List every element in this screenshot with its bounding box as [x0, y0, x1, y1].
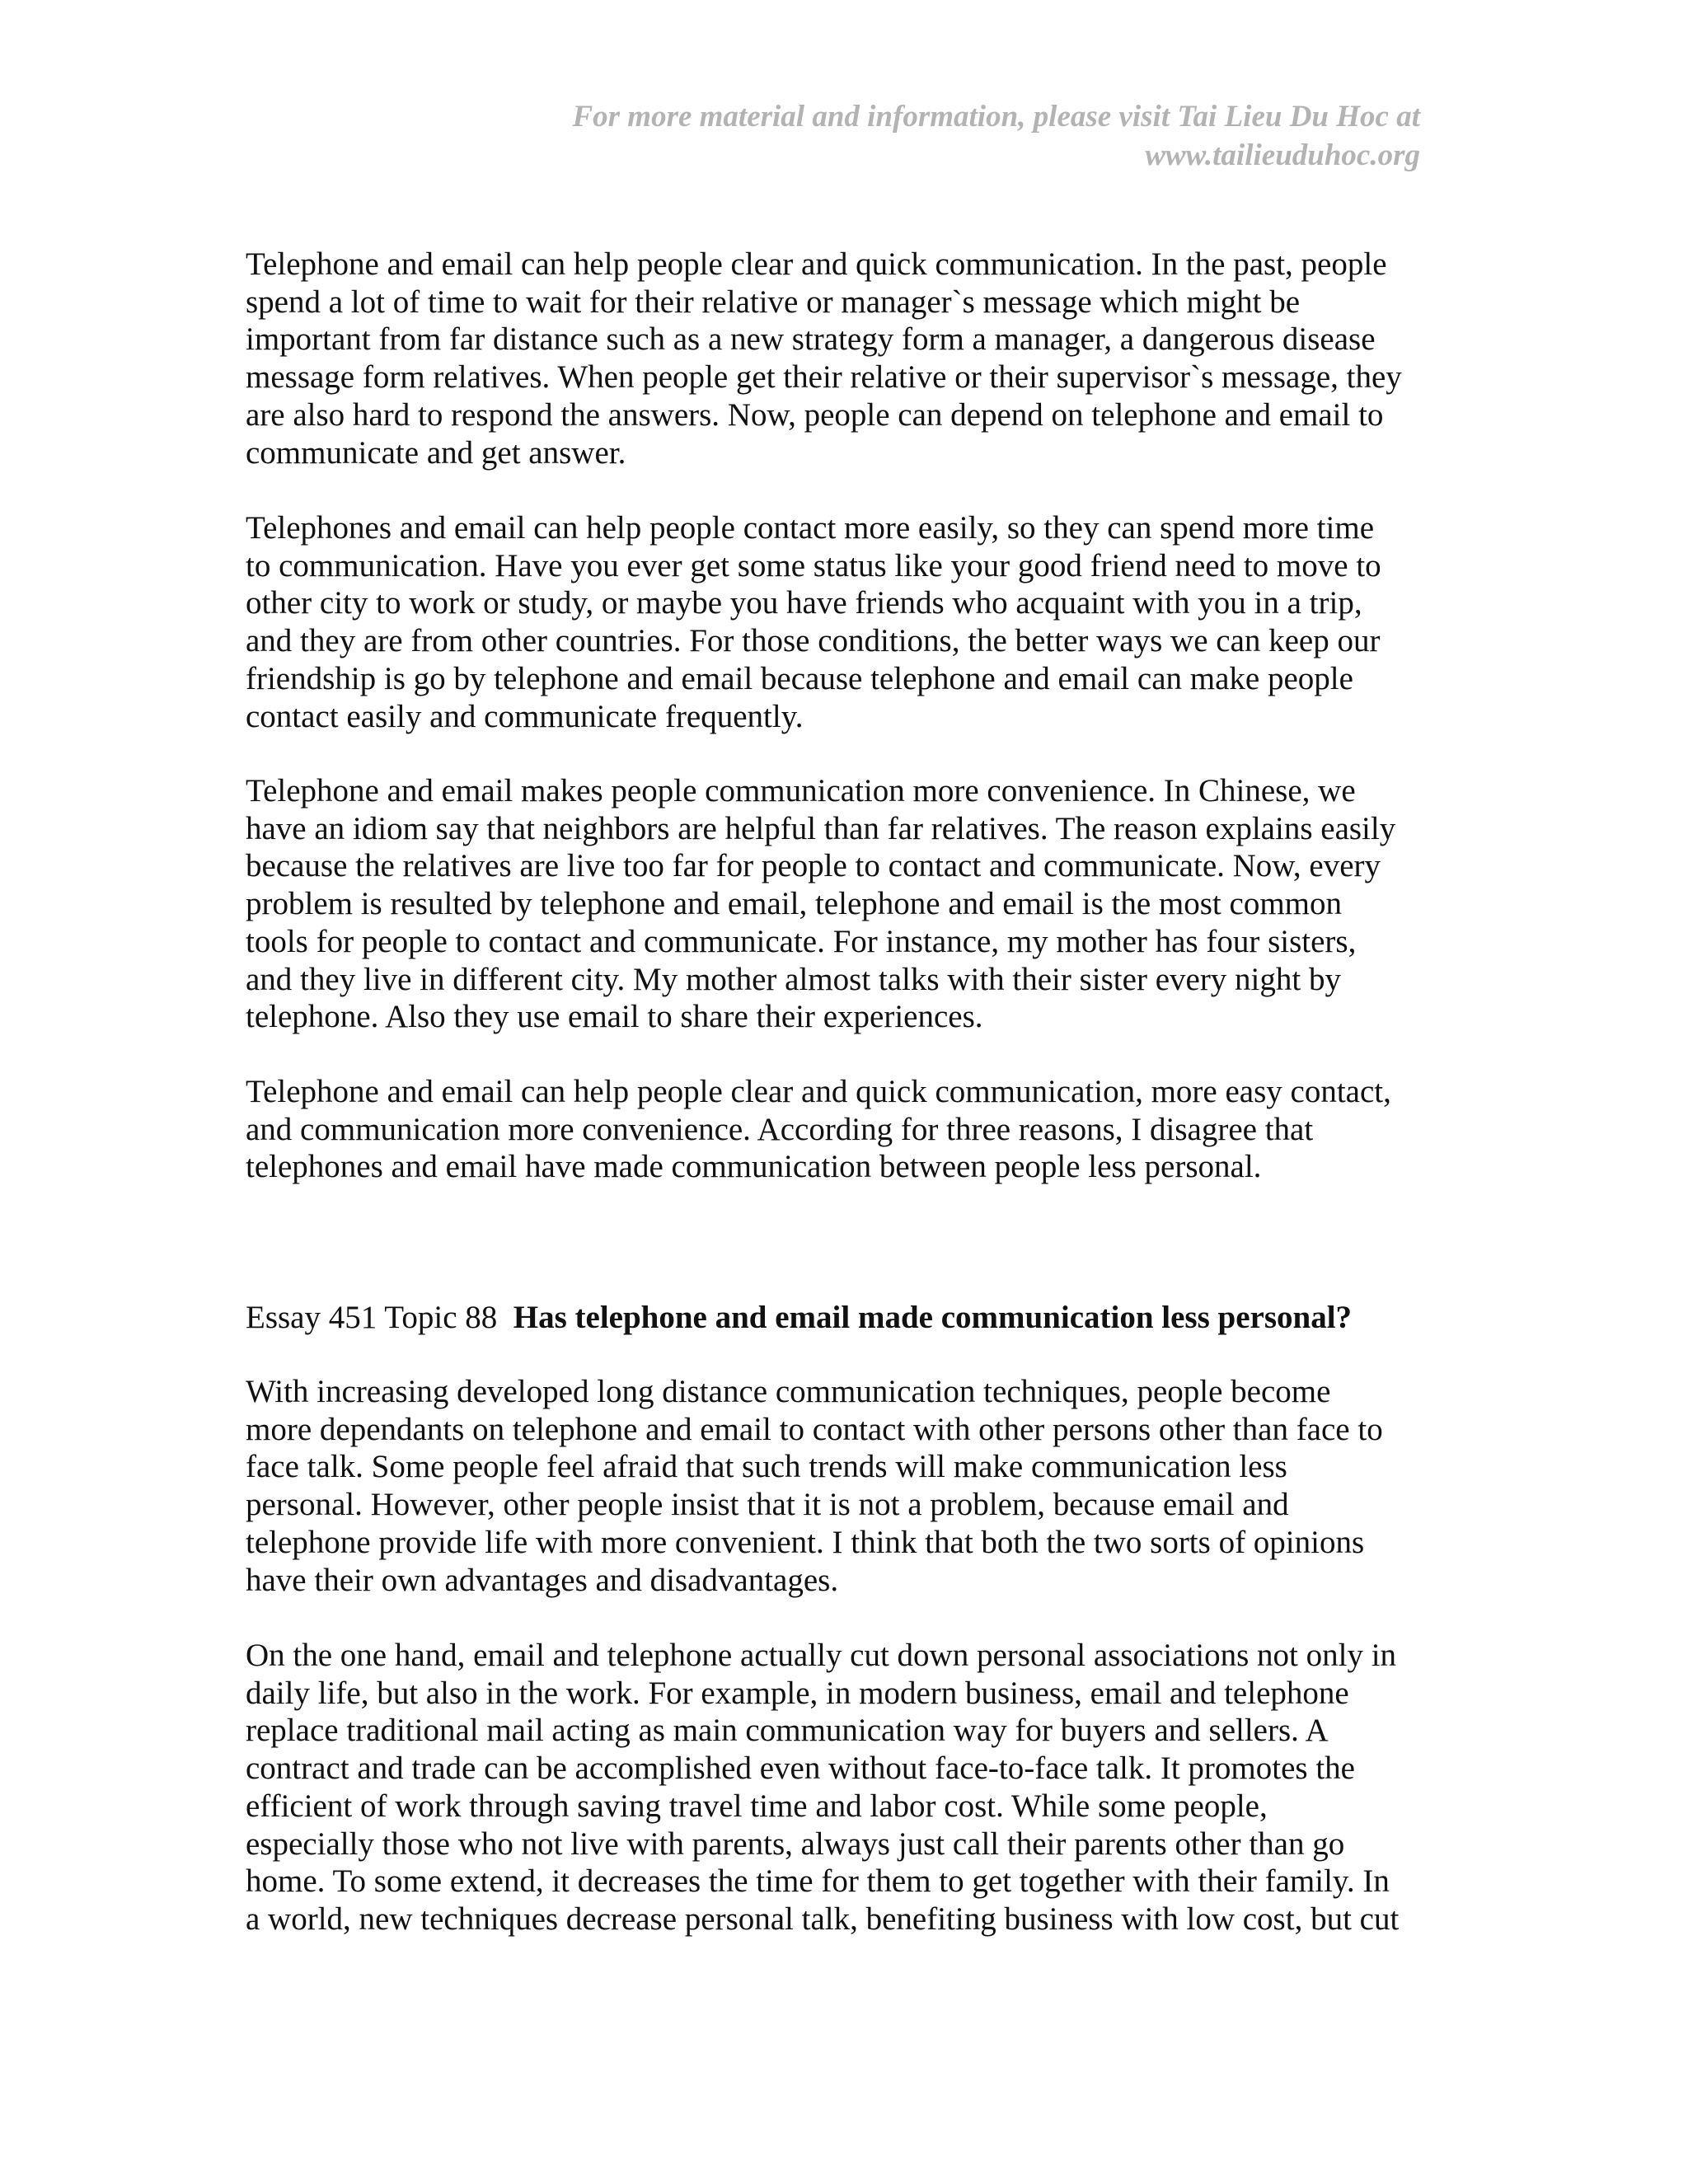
- paragraph-3: [246, 772, 1432, 1036]
- text-line: Telephones and email can help people contact more easily, so they can spend more time: [246, 510, 1374, 546]
- text-line: Telephone and email can help people clear and quick communication, more easy contact,: [246, 1074, 1391, 1109]
- text-line: a world, new techniques decrease personal talk, benefiting business with low cost, but cut: [246, 1900, 1400, 1937]
- text-line: more dependants on telephone and email to contact with other persons other than face to: [246, 1411, 1383, 1447]
- essay-paragraph-2: [246, 1637, 1432, 1938]
- text-line: face talk. Some people feel afraid that such trends will make communication less: [246, 1449, 1287, 1485]
- text-line: telephone. Also they use email to share their experiences.: [246, 999, 983, 1035]
- text-line: tools for people to contact and communicate. For instance, my mother has four sisters,: [246, 923, 1357, 959]
- text-line: Telephone and email makes people communication more convenience. In Chinese, we: [246, 773, 1356, 808]
- text-line: have an idiom say that neighbors are helpful than far relatives. The reason explains easily: [246, 810, 1396, 846]
- text-line: and they live in different city. My mother almost talks with their sister every night by: [246, 961, 1341, 997]
- essay-label: Essay 451 Topic 88: [246, 1300, 498, 1335]
- text-line: problem is resulted by telephone and email, telephone and email is the most common: [246, 886, 1342, 922]
- header-line-1: For more material and information, please visit Tai Lieu Du Hoc at: [572, 100, 1420, 134]
- text-line: are also hard to respond the answers. Now, people can depend on telephone and email to: [246, 396, 1384, 433]
- paragraph-1: [246, 246, 1432, 471]
- text-line: especially those who not live with parents, always just call their parents other than go: [246, 1825, 1345, 1862]
- text-line: contract and trade can be accomplished even without face-to-face talk. It promotes the: [246, 1750, 1355, 1787]
- paragraph-4-conclusion: [246, 1073, 1432, 1186]
- essay-paragraph-1: [246, 1373, 1432, 1599]
- text-line: to communication. Have you ever get some status like your good friend need to move to: [246, 547, 1381, 583]
- text-line: important from far distance such as a new strategy form a manager, a dangerous disease: [246, 321, 1376, 358]
- text-line: have their own advantages and disadvantages.: [246, 1562, 839, 1598]
- text-line: daily life, but also in the work. For example, in modern business, email and telephone: [246, 1675, 1349, 1711]
- text-line: communicate and get answer.: [246, 434, 626, 471]
- header-website-link[interactable]: www.tailieuduhoc.org: [1145, 138, 1420, 172]
- text-line: friendship is go by telephone and email because telephone and email can make people: [246, 660, 1353, 696]
- text-line: personal. However, other people insist that it is not a problem, because email and: [246, 1487, 1289, 1523]
- text-line: other city to work or study, or maybe you have friends who acquaint with you in a trip,: [246, 585, 1362, 621]
- text-line: spend a lot of time to wait for their relative or manager`s message which might be: [246, 284, 1301, 320]
- text-line: telephones and email have made communication between people less personal.: [246, 1149, 1262, 1185]
- text-line: efficient of work through saving travel time and labor cost. While some people,: [246, 1788, 1268, 1824]
- text-line: contact easily and communicate frequently.: [246, 698, 804, 734]
- paragraph-2: [246, 509, 1432, 735]
- text-line: because the relatives are live too far for people to contact and communicate. Now, every: [246, 848, 1381, 884]
- text-line: replace traditional mail acting as main communication way for buyers and sellers. A: [246, 1713, 1329, 1749]
- text-line: On the one hand, email and telephone actually cut down personal associations not only in: [246, 1638, 1397, 1673]
- text-line: home. To some extend, it decreases the time for them to get together with their family. In: [246, 1863, 1390, 1900]
- text-line: telephone provide life with more convenient. I think that both the two sorts of opinions: [246, 1524, 1365, 1560]
- text-line: With increasing developed long distance communication techniques, people become: [246, 1374, 1331, 1409]
- text-line: and they are from other countries. For those conditions, the better ways we can keep our: [246, 623, 1381, 659]
- text-line: Telephone and email can help people clear and quick communication. In the past, people: [246, 246, 1387, 282]
- text-line: message form relatives. When people get their relative or their supervisor`s message, they: [246, 359, 1402, 396]
- text-line: and communication more convenience. According for three reasons, I disagree that: [246, 1111, 1314, 1147]
- page-header: [349, 97, 1420, 175]
- essay-title: Has telephone and email made communication less personal?: [513, 1300, 1353, 1335]
- essay-heading: [246, 1299, 1432, 1337]
